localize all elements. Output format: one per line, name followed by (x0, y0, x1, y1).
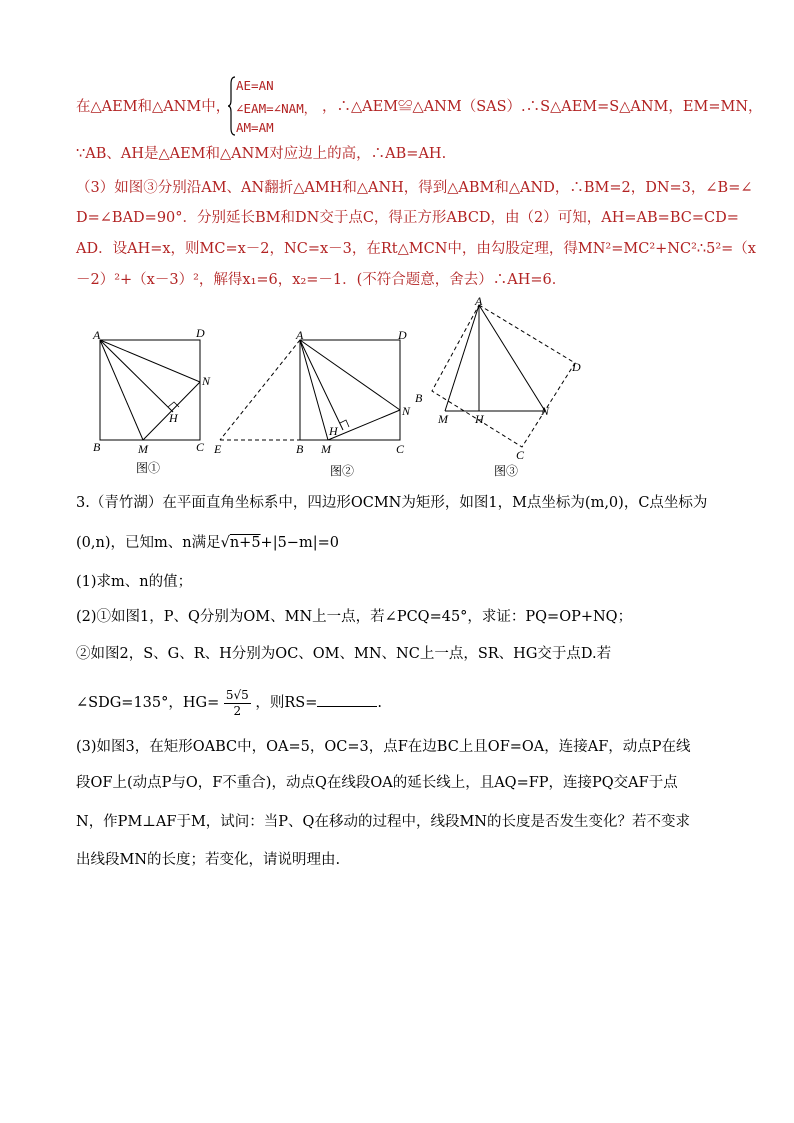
answer-after-system: ，∴△AEM≌△ANM（SAS）.∴S△AEM=S△ANM，EM=MN， (322, 99, 763, 115)
system-eq-2: ∠EAM=∠NAM， (236, 101, 317, 116)
figure-1 (88, 325, 218, 480)
figure-3 (412, 295, 592, 480)
part3-answer-line-2: D=∠BAD=90°．分别延长BM和DN交于点C，得正方形ABCD，由（2）可知，AH=AB=BC=CD= (76, 210, 739, 226)
problem3-q2b: ②如图2，S、G、R、H分别为OC、OM、MN、NC上一点，SR、HG交于点D.若 (76, 646, 612, 662)
problem3-line-1: 3.（青竹湖）在平面直角坐标系中，四边形OCMN为矩形，如图1，M点坐标为(m,0)，C点坐标为 (76, 495, 708, 511)
fig1-label-d: D (196, 326, 205, 340)
fig2-caption: 图② (330, 464, 355, 478)
fig1-label-m: M (138, 442, 148, 456)
problem3-q3-line-2: 段OF上(动点P与O，F不重合)，动点Q在线段OA的延长线上，且AQ=FP，连接PQ交AF于点 (76, 775, 678, 791)
fig2-label-b: B (296, 442, 304, 456)
problem3-q2c: ∠SDG=135°，HG= $\frac{5√5}{2}$ ，则RS= . (76, 687, 383, 718)
fig1-label-c: C (196, 440, 205, 454)
brace-icon (228, 76, 236, 136)
fig3-label-d: D (572, 360, 581, 374)
fig3-label-a: A (475, 295, 483, 308)
fig3-label-h: H (475, 412, 484, 426)
part3-answer-line-1: （3）如图③分别沿AM、AN翻折△AMH和△ANH，得到△ABM和△AND，∴BM=2，DN=3，∠B=∠ (76, 180, 753, 196)
fig3-label-n: N (541, 404, 550, 418)
fig2-label-d: D (398, 328, 407, 342)
problem3-q3-line-1: (3)如图3，在矩形OABC中，OA=5，OC=3，点F在边BC上且OF=OA，连接AF，动点P在线 (76, 739, 691, 755)
fig3-label-m: M (438, 412, 448, 426)
problem3-line-2: (0,n)，已知m、n满足√n+5+|5−m|=0 (76, 535, 339, 551)
fig3-label-b: B (415, 391, 423, 405)
fraction: $\frac{5√5}{2}$ (225, 687, 249, 718)
fig3-label-c: C (516, 448, 525, 462)
part3-answer-line-3: AD．设AH=x，则MC=x－2，NC=x－3，在Rt△MCN中，由勾股定理，得MN²=MC²+NC²∴5²=（x (76, 241, 756, 257)
equation-system (228, 76, 317, 138)
fig1-label-a: A (93, 328, 101, 342)
system-eq-3: AM=AM (236, 120, 274, 135)
problem3-q1: (1)求m、n的值； (76, 574, 193, 590)
fig1-label-n: N (202, 374, 211, 388)
answer-line-1 (76, 97, 230, 117)
fig2-label-c: C (396, 442, 405, 456)
part3-answer-line-4: －2）²+（x－3）²，解得x₁=6，x₂=－1．(不符合题意，舍去）∴AH=6． (76, 272, 567, 288)
fig2-label-m: M (321, 442, 331, 456)
fig3-caption: 图③ (494, 464, 519, 478)
fig2-label-h: H (329, 424, 338, 438)
fig1-label-b: B (93, 440, 101, 454)
problem3-q2a: (2)①如图1，P、Q分别为OM、MN上一点，若∠PCQ=45°，求证：PQ=OP+NQ； (76, 609, 633, 625)
answer-line-2: ∵AB、AH是△AEM和△ANM对应边上的高，∴AB=AH. (76, 146, 447, 162)
fig2-label-n: N (402, 404, 411, 418)
figure-2 (208, 325, 418, 480)
answer-blank[interactable] (317, 692, 377, 707)
fig2-label-e: E (214, 442, 222, 456)
fig2-label-a: A (296, 328, 304, 342)
problem3-q3-line-4: 出线段MN的长度；若变化，请说明理由. (76, 852, 341, 868)
fig1-caption: 图① (136, 461, 161, 475)
system-eq-1: AE=AN (236, 78, 274, 93)
answer-lead: 在△AEM和△ANM中， (76, 99, 231, 115)
problem3-q3-line-3: N，作PM⊥AF于M，试问：当P、Q在移动的过程中，线段MN的长度是否发生变化？若不变求 (76, 814, 690, 830)
fig1-label-h: H (169, 411, 178, 425)
